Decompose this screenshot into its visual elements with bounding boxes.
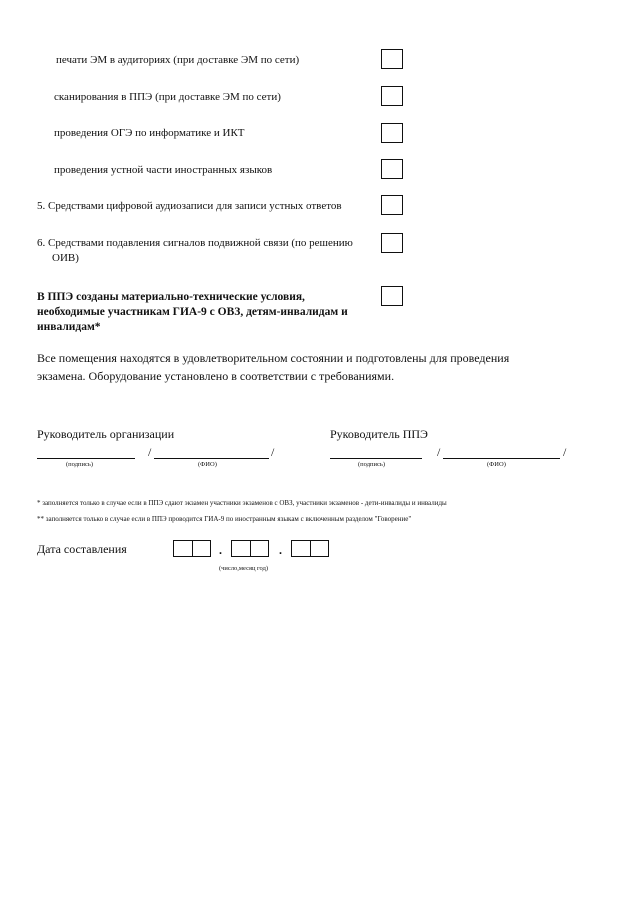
item-scan-ppe: сканирования в ППЭ (при доставке ЭМ по сети) (54, 91, 281, 103)
org-slash-2: / (271, 445, 275, 459)
item-audio-recording: 5. Средствами цифровой аудиозаписи для записи устных ответов (37, 200, 342, 212)
org-fio-line[interactable] (154, 458, 269, 459)
date-year-boxes[interactable] (291, 540, 329, 557)
ppe-caption-signature: (подпись) (358, 461, 385, 468)
item-oge-informatics: проведения ОГЭ по информатике и ИКТ (54, 127, 245, 139)
item-signal-jamming-line2: ОИВ) (52, 252, 79, 264)
ppe-fio-line[interactable] (443, 458, 560, 459)
checkbox-oge-informatics[interactable] (381, 123, 403, 143)
org-signature-line[interactable] (37, 458, 135, 459)
item-oral-foreign: проведения устной части иностранных языков (54, 164, 273, 176)
date-day-boxes[interactable] (173, 540, 211, 557)
ppe-slash-1: / (437, 445, 441, 459)
ppe-slash-2: / (563, 445, 567, 459)
checkbox-audio-recording[interactable] (381, 195, 403, 215)
item-signal-jamming-line1: 6. Средствами подавления сигналов подвижной связи (по решению (37, 237, 353, 249)
item-print-em: печати ЭМ в аудиториях (при доставке ЭМ по сети) (56, 54, 300, 66)
footnote-2: ** заполняется только в случае если в ППЭ проводится ГИА-9 по иностранным языкам с включенным разделом "Говорение" (37, 515, 412, 523)
date-label: Дата составления (37, 542, 127, 556)
checkbox-scan-ppe[interactable] (381, 86, 403, 106)
org-slash-1: / (148, 445, 152, 459)
checkbox-signal-jamming[interactable] (381, 233, 403, 253)
org-caption-signature: (подпись) (66, 461, 93, 468)
checkbox-oral-foreign[interactable] (381, 159, 403, 179)
checkbox-conditions[interactable] (381, 286, 403, 306)
date-dot-2: . (279, 543, 282, 557)
org-caption-fio: (ФИО) (198, 461, 217, 468)
ppe-signature-line[interactable] (330, 458, 422, 459)
checkbox-print-em[interactable] (381, 49, 403, 69)
date-month-boxes[interactable] (231, 540, 269, 557)
ppe-head-label: Руководитель ППЭ (330, 427, 428, 441)
ppe-caption-fio: (ФИО) (487, 461, 506, 468)
footnote-1: * заполняется только в случае если в ППЭ сдают экзамен участники экзаменов с ОВЗ, участники экзаменов - дети-инвалиды и инвалиды (37, 499, 447, 507)
statement-text: Все помещения находятся в удовлетворительном состоянии и подготовлены для проведения экзамена. Оборудование установлено в соответствии с требованиями. (37, 351, 510, 383)
org-head-label: Руководитель организации (37, 427, 175, 441)
date-dot-1: . (219, 543, 222, 557)
date-caption: (число,месяц год) (219, 565, 269, 572)
conditions-heading: В ППЭ созданы материально-технические условия, необходимые участникам ГИА-9 с ОВЗ, детям-инвалидам и инвалидам* (37, 291, 348, 333)
